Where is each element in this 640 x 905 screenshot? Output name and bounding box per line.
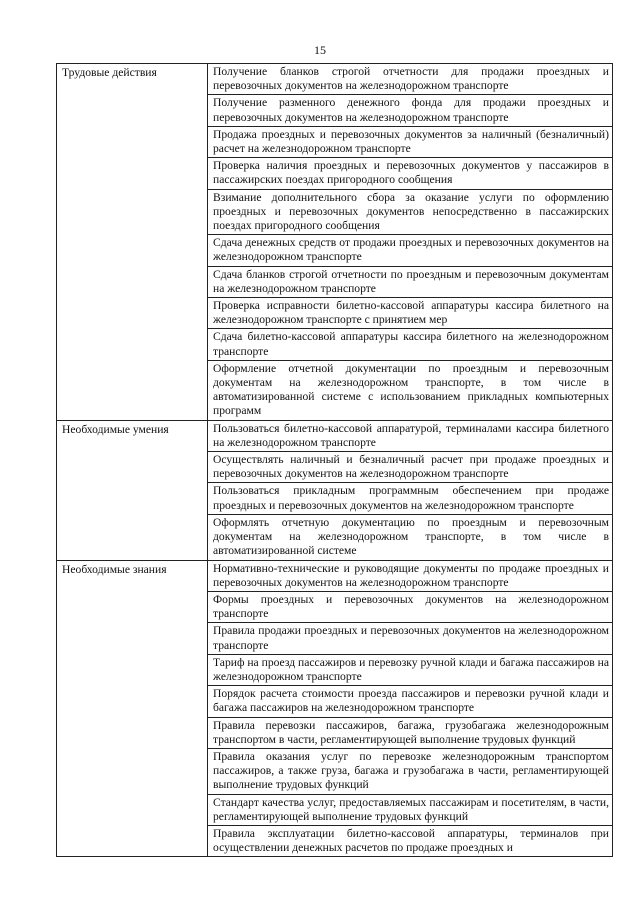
list-item: Правила продажи проездных и перевозочных документов на железнодорожном транспорте bbox=[208, 622, 612, 653]
list-item: Стандарт качества услуг, предоставляемых пассажирам и посетителям, в части, регламентирующей выполнение трудовых функций bbox=[208, 794, 612, 825]
list-item: Проверка исправности билетно-кассовой аппаратуры кассира билетного на железнодорожном транспорте с принятием мер bbox=[208, 297, 612, 328]
list-item: Оформление отчетной документации по проездным и перевозочным документам на железнодорожном транспорте, в том числе в автоматизированной системе с использованием прикладных компьютерных программ bbox=[208, 360, 612, 420]
list-item: Правила оказания услуг по перевозке железнодорожным транспортом пассажиров, а также груза, багажа и грузобагажа в части, регламентирующей выполнение трудовых функций bbox=[208, 748, 612, 794]
page-number: 15 bbox=[314, 43, 326, 57]
list-item: Сдача бланков строгой отчетности по проездным и перевозочным документам на железнодорожном транспорте bbox=[208, 266, 612, 297]
list-item: Пользоваться прикладным программным обеспечением при продаже проездных и перевозочных документов на железнодорожном транспорте bbox=[208, 482, 612, 513]
section-label: Трудовые действия bbox=[57, 64, 208, 421]
section-label: Необходимые знания bbox=[57, 560, 208, 857]
list-item: Осуществлять наличный и безналичный расчет при продаже проездных и перевозочных документов на железнодорожном транспорте bbox=[208, 451, 612, 482]
section-label: Необходимые умения bbox=[57, 420, 208, 560]
list-item: Нормативно-технические и руководящие документы по продаже проездных и перевозочных документов на железнодорожном транспорте bbox=[213, 561, 609, 589]
list-item: Получение бланков строгой отчетности для продажи проездных и перевозочных документов на железнодорожном транспорте bbox=[213, 65, 609, 93]
list-item: Формы проездных и перевозочных документов на железнодорожном транспорте bbox=[208, 591, 612, 622]
section-items bbox=[208, 64, 613, 421]
list-item: Оформлять отчетную документацию по проездным и перевозочным документам на железнодорожном транспорте, в том числе в автоматизированной системе bbox=[208, 514, 612, 560]
section-items bbox=[208, 420, 613, 560]
list-item: Сдача билетно-кассовой аппаратуры кассира билетного на железнодорожном транспорте bbox=[208, 328, 612, 359]
list-item: Пользоваться билетно-кассовой аппаратурой, терминалами кассира билетного на железнодорожном транспорте bbox=[213, 421, 609, 449]
section-items bbox=[208, 560, 613, 857]
list-item: Взимание дополнительного сбора за оказание услуги по оформлению проездных и перевозочных документов непосредственно в пассажирских поездах пригородного сообщения bbox=[208, 189, 612, 235]
table-row bbox=[57, 560, 613, 857]
table-row bbox=[57, 64, 613, 421]
list-item: Тариф на проезд пассажиров и перевозку ручной клади и багажа пассажиров на железнодорожном транспорте bbox=[208, 654, 612, 685]
list-item: Правила перевозки пассажиров, багажа, грузобагажа железнодорожным транспортом в части, регламентирующей выполнение трудовых функций bbox=[208, 717, 612, 748]
list-item: Продажа проездных и перевозочных документов за наличный (безналичный) расчет на железнодорожном транспорте bbox=[208, 126, 612, 157]
table-row bbox=[57, 420, 613, 560]
list-item: Порядок расчета стоимости проезда пассажиров и перевозки ручной клади и багажа пассажиров на железнодорожном транспорте bbox=[208, 685, 612, 716]
list-item: Правила эксплуатации билетно-кассовой аппаратуры, терминалов при осуществлении денежных расчетов по продаже проездных и bbox=[208, 825, 612, 856]
list-item: Получение разменного денежного фонда для продажи проездных и перевозочных документов на железнодорожном транспорте bbox=[208, 94, 612, 125]
list-item: Сдача денежных средств от продажи проездных и перевозочных документов на железнодорожном транспорте bbox=[208, 234, 612, 265]
list-item: Проверка наличия проездных и перевозочных документов у пассажиров в пассажирских поездах пригородного сообщения bbox=[208, 157, 612, 188]
qualification-table bbox=[56, 63, 613, 857]
